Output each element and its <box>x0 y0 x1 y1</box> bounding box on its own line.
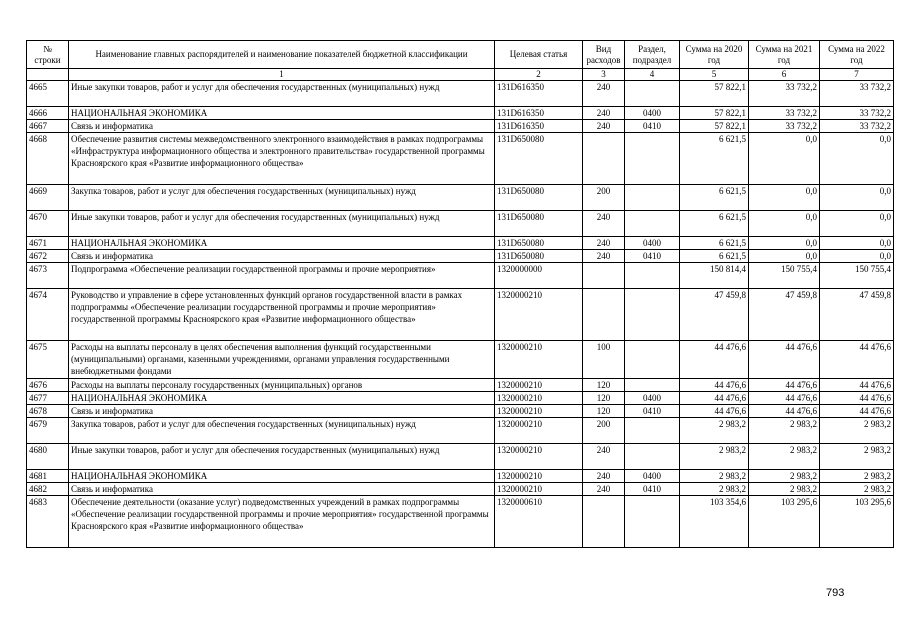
column-index: 1 <box>69 69 495 81</box>
row-name: Связь и информатика <box>69 120 495 133</box>
sum-2021: 103 295,6 <box>749 496 820 548</box>
sum-2020: 150 814,4 <box>680 263 749 289</box>
target-article: 1320000210 <box>495 444 583 470</box>
table-row <box>27 470 894 483</box>
sum-2021: 44 476,6 <box>749 341 820 379</box>
row-name: Связь и информатика <box>69 405 495 418</box>
target-article: 131D650080 <box>495 250 583 263</box>
section-code: 0410 <box>625 405 680 418</box>
page-number: 793 <box>826 587 845 599</box>
sum-2020: 6 621,5 <box>680 133 749 185</box>
row-number: 4675 <box>27 341 69 379</box>
row-number: 4666 <box>27 107 69 120</box>
target-article: 1320000210 <box>495 405 583 418</box>
sum-2020: 57 822,1 <box>680 107 749 120</box>
sum-2021: 2 983,2 <box>749 483 820 496</box>
row-number: 4678 <box>27 405 69 418</box>
header-row-number: № строки <box>27 41 69 69</box>
sum-2022: 44 476,6 <box>820 392 894 405</box>
section-code <box>625 418 680 444</box>
section-code <box>625 496 680 548</box>
header-row <box>27 41 894 69</box>
table-row <box>27 185 894 211</box>
table-row <box>27 107 894 120</box>
expense-type: 200 <box>583 418 625 444</box>
expense-type: 200 <box>583 185 625 211</box>
expense-type: 240 <box>583 120 625 133</box>
target-article: 1320000210 <box>495 470 583 483</box>
table-row <box>27 392 894 405</box>
sum-2020: 6 621,5 <box>680 211 749 237</box>
column-index: 2 <box>495 69 583 81</box>
sum-2022: 2 983,2 <box>820 483 894 496</box>
row-number: 4677 <box>27 392 69 405</box>
row-number: 4665 <box>27 81 69 107</box>
sum-2020: 44 476,6 <box>680 341 749 379</box>
table-row <box>27 120 894 133</box>
sum-2021: 44 476,6 <box>749 405 820 418</box>
target-article: 1320000210 <box>495 483 583 496</box>
expense-type: 240 <box>583 250 625 263</box>
row-number: 4668 <box>27 133 69 185</box>
sum-2020: 6 621,5 <box>680 237 749 250</box>
expense-type: 240 <box>583 483 625 496</box>
sum-2022: 44 476,6 <box>820 379 894 392</box>
sum-2021: 0,0 <box>749 250 820 263</box>
sum-2020: 47 459,8 <box>680 289 749 341</box>
row-number: 4680 <box>27 444 69 470</box>
expense-type: 240 <box>583 211 625 237</box>
target-article: 1320000610 <box>495 496 583 548</box>
section-code <box>625 185 680 211</box>
table-row <box>27 289 894 341</box>
sum-2022: 33 732,2 <box>820 107 894 120</box>
expense-type <box>583 263 625 289</box>
section-code: 0400 <box>625 392 680 405</box>
row-number: 4681 <box>27 470 69 483</box>
row-name: Обеспечение развития системы межведомственного электронного взаимодействия в рамках подпрограммы «Инфраструктура информационного общества и электронного правительства» государственной программы Красноярского края «Развитие информационного общества» <box>69 133 495 185</box>
sum-2022: 0,0 <box>820 250 894 263</box>
budget-table <box>26 40 894 548</box>
target-article: 131D650080 <box>495 185 583 211</box>
row-number: 4683 <box>27 496 69 548</box>
sum-2022: 150 755,4 <box>820 263 894 289</box>
table-row <box>27 379 894 392</box>
column-index <box>27 69 69 81</box>
row-name: Закупка товаров, работ и услуг для обеспечения государственных (муниципальных) нужд <box>69 418 495 444</box>
sum-2020: 2 983,2 <box>680 483 749 496</box>
header-name: Наименование главных распорядителей и наименование показателей бюджетной классификации <box>69 41 495 69</box>
sum-2022: 33 732,2 <box>820 120 894 133</box>
sum-2021: 44 476,6 <box>749 379 820 392</box>
row-number: 4673 <box>27 263 69 289</box>
section-code: 0400 <box>625 107 680 120</box>
sum-2021: 0,0 <box>749 133 820 185</box>
sum-2021: 44 476,6 <box>749 392 820 405</box>
row-name: Иные закупки товаров, работ и услуг для обеспечения государственных (муниципальных) нужд <box>69 211 495 237</box>
sum-2021: 2 983,2 <box>749 444 820 470</box>
sum-2020: 44 476,6 <box>680 392 749 405</box>
target-article: 131D616350 <box>495 107 583 120</box>
table-row <box>27 496 894 548</box>
expense-type <box>583 289 625 341</box>
sum-2021: 2 983,2 <box>749 418 820 444</box>
row-name: Подпрограмма «Обеспечение реализации государственной программы и прочие мероприятия» <box>69 263 495 289</box>
sum-2022: 2 983,2 <box>820 418 894 444</box>
column-index: 7 <box>820 69 894 81</box>
expense-type: 120 <box>583 392 625 405</box>
target-article: 131D616350 <box>495 81 583 107</box>
target-article: 1320000210 <box>495 418 583 444</box>
sum-2022: 2 983,2 <box>820 470 894 483</box>
row-name: НАЦИОНАЛЬНАЯ ЭКОНОМИКА <box>69 392 495 405</box>
table-row <box>27 263 894 289</box>
section-code <box>625 81 680 107</box>
row-number: 4669 <box>27 185 69 211</box>
sum-2022: 44 476,6 <box>820 341 894 379</box>
section-code: 0410 <box>625 483 680 496</box>
expense-type <box>583 496 625 548</box>
sum-2021: 33 732,2 <box>749 120 820 133</box>
table-row <box>27 250 894 263</box>
sum-2021: 0,0 <box>749 185 820 211</box>
target-article: 131D650080 <box>495 211 583 237</box>
target-article: 1320000210 <box>495 379 583 392</box>
sum-2020: 57 822,1 <box>680 81 749 107</box>
sum-2020: 2 983,2 <box>680 418 749 444</box>
row-number: 4670 <box>27 211 69 237</box>
sum-2022: 47 459,8 <box>820 289 894 341</box>
row-number: 4672 <box>27 250 69 263</box>
row-number: 4679 <box>27 418 69 444</box>
sum-2021: 0,0 <box>749 237 820 250</box>
sum-2021: 0,0 <box>749 211 820 237</box>
row-name: Иные закупки товаров, работ и услуг для обеспечения государственных (муниципальных) нужд <box>69 444 495 470</box>
sum-2021: 47 459,8 <box>749 289 820 341</box>
expense-type <box>583 133 625 185</box>
target-article: 131D650080 <box>495 237 583 250</box>
section-code: 0410 <box>625 250 680 263</box>
section-code <box>625 444 680 470</box>
expense-type: 240 <box>583 444 625 470</box>
row-number: 4667 <box>27 120 69 133</box>
sum-2020: 2 983,2 <box>680 444 749 470</box>
sum-2022: 2 983,2 <box>820 444 894 470</box>
row-number: 4676 <box>27 379 69 392</box>
header-sum-2020: Сумма на 2020 год <box>680 41 749 69</box>
sum-2022: 0,0 <box>820 237 894 250</box>
table-row <box>27 133 894 185</box>
row-name: Расходы на выплаты персоналу в целях обеспечения выполнения функций государственными (муниципальными) органами, казенными учреждениями, органами управления государственными внебюджетными фондами <box>69 341 495 379</box>
section-code <box>625 289 680 341</box>
row-name: Закупка товаров, работ и услуг для обеспечения государственных (муниципальных) нужд <box>69 185 495 211</box>
row-name: Руководство и управление в сфере установленных функций органов государственной власти в рамках подпрограммы «Обеспечение реализации государственной программы и прочие мероприятия» государственной программы Красноярского края «Развитие информационного общества» <box>69 289 495 341</box>
sum-2022: 44 476,6 <box>820 405 894 418</box>
expense-type: 100 <box>583 341 625 379</box>
column-index: 6 <box>749 69 820 81</box>
row-name: НАЦИОНАЛЬНАЯ ЭКОНОМИКА <box>69 237 495 250</box>
row-name: Обеспечение деятельности (оказание услуг) подведомственных учреждений в рамках подпрограммы «Обеспечение реализации государственной программы и прочие мероприятия» государственной программы Красноярского края «Развитие информационного общества» <box>69 496 495 548</box>
header-sum-2022: Сумма на 2022 год <box>820 41 894 69</box>
target-article: 1320000210 <box>495 289 583 341</box>
sum-2020: 44 476,6 <box>680 405 749 418</box>
expense-type: 240 <box>583 237 625 250</box>
column-index: 5 <box>680 69 749 81</box>
section-code: 0400 <box>625 237 680 250</box>
table-row <box>27 237 894 250</box>
header-section: Раздел, подраздел <box>625 41 680 69</box>
section-code <box>625 341 680 379</box>
column-index: 3 <box>583 69 625 81</box>
sum-2022: 0,0 <box>820 133 894 185</box>
row-name: НАЦИОНАЛЬНАЯ ЭКОНОМИКА <box>69 470 495 483</box>
sum-2022: 103 295,6 <box>820 496 894 548</box>
table-row <box>27 483 894 496</box>
column-index: 4 <box>625 69 680 81</box>
target-article: 1320000210 <box>495 341 583 379</box>
sum-2022: 33 732,2 <box>820 81 894 107</box>
section-code <box>625 379 680 392</box>
sum-2022: 0,0 <box>820 211 894 237</box>
row-number: 4682 <box>27 483 69 496</box>
target-article: 1320000000 <box>495 263 583 289</box>
expense-type: 240 <box>583 470 625 483</box>
table-row <box>27 81 894 107</box>
section-code <box>625 133 680 185</box>
row-name: НАЦИОНАЛЬНАЯ ЭКОНОМИКА <box>69 107 495 120</box>
section-code <box>625 263 680 289</box>
row-number: 4671 <box>27 237 69 250</box>
header-expense-type: Вид расходов <box>583 41 625 69</box>
sum-2022: 0,0 <box>820 185 894 211</box>
header-target-article: Целевая статья <box>495 41 583 69</box>
sum-2020: 6 621,5 <box>680 185 749 211</box>
header-sum-2021: Сумма на 2021 год <box>749 41 820 69</box>
table-row <box>27 405 894 418</box>
sum-2020: 44 476,6 <box>680 379 749 392</box>
expense-type: 240 <box>583 107 625 120</box>
expense-type: 120 <box>583 379 625 392</box>
expense-type: 120 <box>583 405 625 418</box>
table-row <box>27 418 894 444</box>
table-row <box>27 211 894 237</box>
sum-2021: 33 732,2 <box>749 107 820 120</box>
row-name: Расходы на выплаты персоналу государственных (муниципальных) органов <box>69 379 495 392</box>
section-code <box>625 211 680 237</box>
row-name: Иные закупки товаров, работ и услуг для обеспечения государственных (муниципальных) нужд <box>69 81 495 107</box>
section-code: 0400 <box>625 470 680 483</box>
target-article: 131D650080 <box>495 133 583 185</box>
row-name: Связь и информатика <box>69 250 495 263</box>
column-index-row <box>27 69 894 81</box>
sum-2021: 33 732,2 <box>749 81 820 107</box>
section-code: 0410 <box>625 120 680 133</box>
table-row <box>27 444 894 470</box>
row-name: Связь и информатика <box>69 483 495 496</box>
sum-2021: 2 983,2 <box>749 470 820 483</box>
row-number: 4674 <box>27 289 69 341</box>
sum-2020: 6 621,5 <box>680 250 749 263</box>
target-article: 131D616350 <box>495 120 583 133</box>
target-article: 1320000210 <box>495 392 583 405</box>
sum-2020: 2 983,2 <box>680 470 749 483</box>
expense-type: 240 <box>583 81 625 107</box>
sum-2021: 150 755,4 <box>749 263 820 289</box>
sum-2020: 103 354,6 <box>680 496 749 548</box>
sum-2020: 57 822,1 <box>680 120 749 133</box>
table-row <box>27 341 894 379</box>
